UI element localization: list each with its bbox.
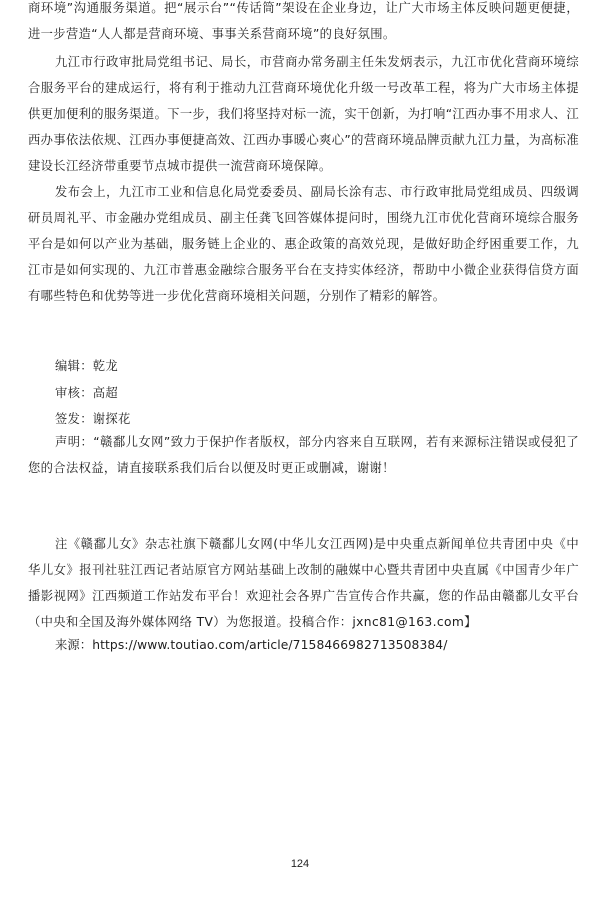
source-link[interactable]: 来源：https://www.toutiao.com/article/7158466982713508384/ (55, 638, 448, 652)
signoff-credit: 签发：谢探花 (55, 412, 131, 426)
body-paragraph-intro: 商环境”沟通服务渠道。把“展示台”“传话筒”架设在企业身边，让广大市场主体反映问题更便捷，进一步营造“人人都是营商环境、事事关系营商环境”的良好氛围。 (28, 1, 579, 41)
copyright-statement: 声明：“赣鄱儿女网”致力于保护作者版权，部分内容来自互联网，若有来源标注错误或侵犯了您的合法权益，请直接联系我们后台以便及时更正或删减，谢谢！ (28, 435, 579, 475)
body-paragraph-director-remarks: 九江市行政审批局党组书记、局长，市营商办常务副主任朱发炳表示，九江市优化营商环境综合服务平台的建成运行，将有利于推动九江营商环境优化升级一号改革工程，将为广大市场主体提供更加便利的服务渠道。下一步，我们将坚持对标一流，实干创新，为打响“江西办事不用求人、江西办事依法依规、江西办事便捷高效、江西办事暖心爽心”的营商环境品牌贡献九江力量，为高标准建设长江经济带重要节点城市提供一流营商环境保障。 (28, 55, 579, 173)
editor-credit: 编辑：乾龙 (55, 359, 118, 373)
publisher-note: 注《赣鄱儿女》杂志社旗下赣鄱儿女网(中华儿女江西网)是中央重点新闻单位共青团中央《中华儿女》报刊社驻江西记者站原官方网站基础上改制的融媒中心暨共青团中央直属《中国青少年广播影视网》江西频道工作站发布平台！欢迎社会各界广告宣传合作共赢，您的作品由赣鄱儿女平台（中央和全国及海外媒体网络 TV）为您报道。投稿合作：jxnc81@163.com】 (28, 537, 579, 629)
reviewer-credit: 审核：高超 (55, 386, 118, 400)
page-number: 124 (290, 858, 310, 870)
body-paragraph-press-conference: 发布会上，九江市工业和信息化局党委委员、副局长涂有志、市行政审批局党组成员、四级调研员周礼平、市金融办党组成员、副主任龚飞回答媒体提问时，围绕九江市优化营商环境综合服务平台是如何以产业为基础，服务链上企业的、惠企政策的高效兑现，是做好助企纾困重要工作，九江市是如何实现的、九江市普惠金融综合服务平台在支持实体经济，帮助中小微企业获得信贷方面有哪些特色和优势等进一步优化营商环境相关问题，分别作了精彩的解答。 (28, 185, 579, 303)
